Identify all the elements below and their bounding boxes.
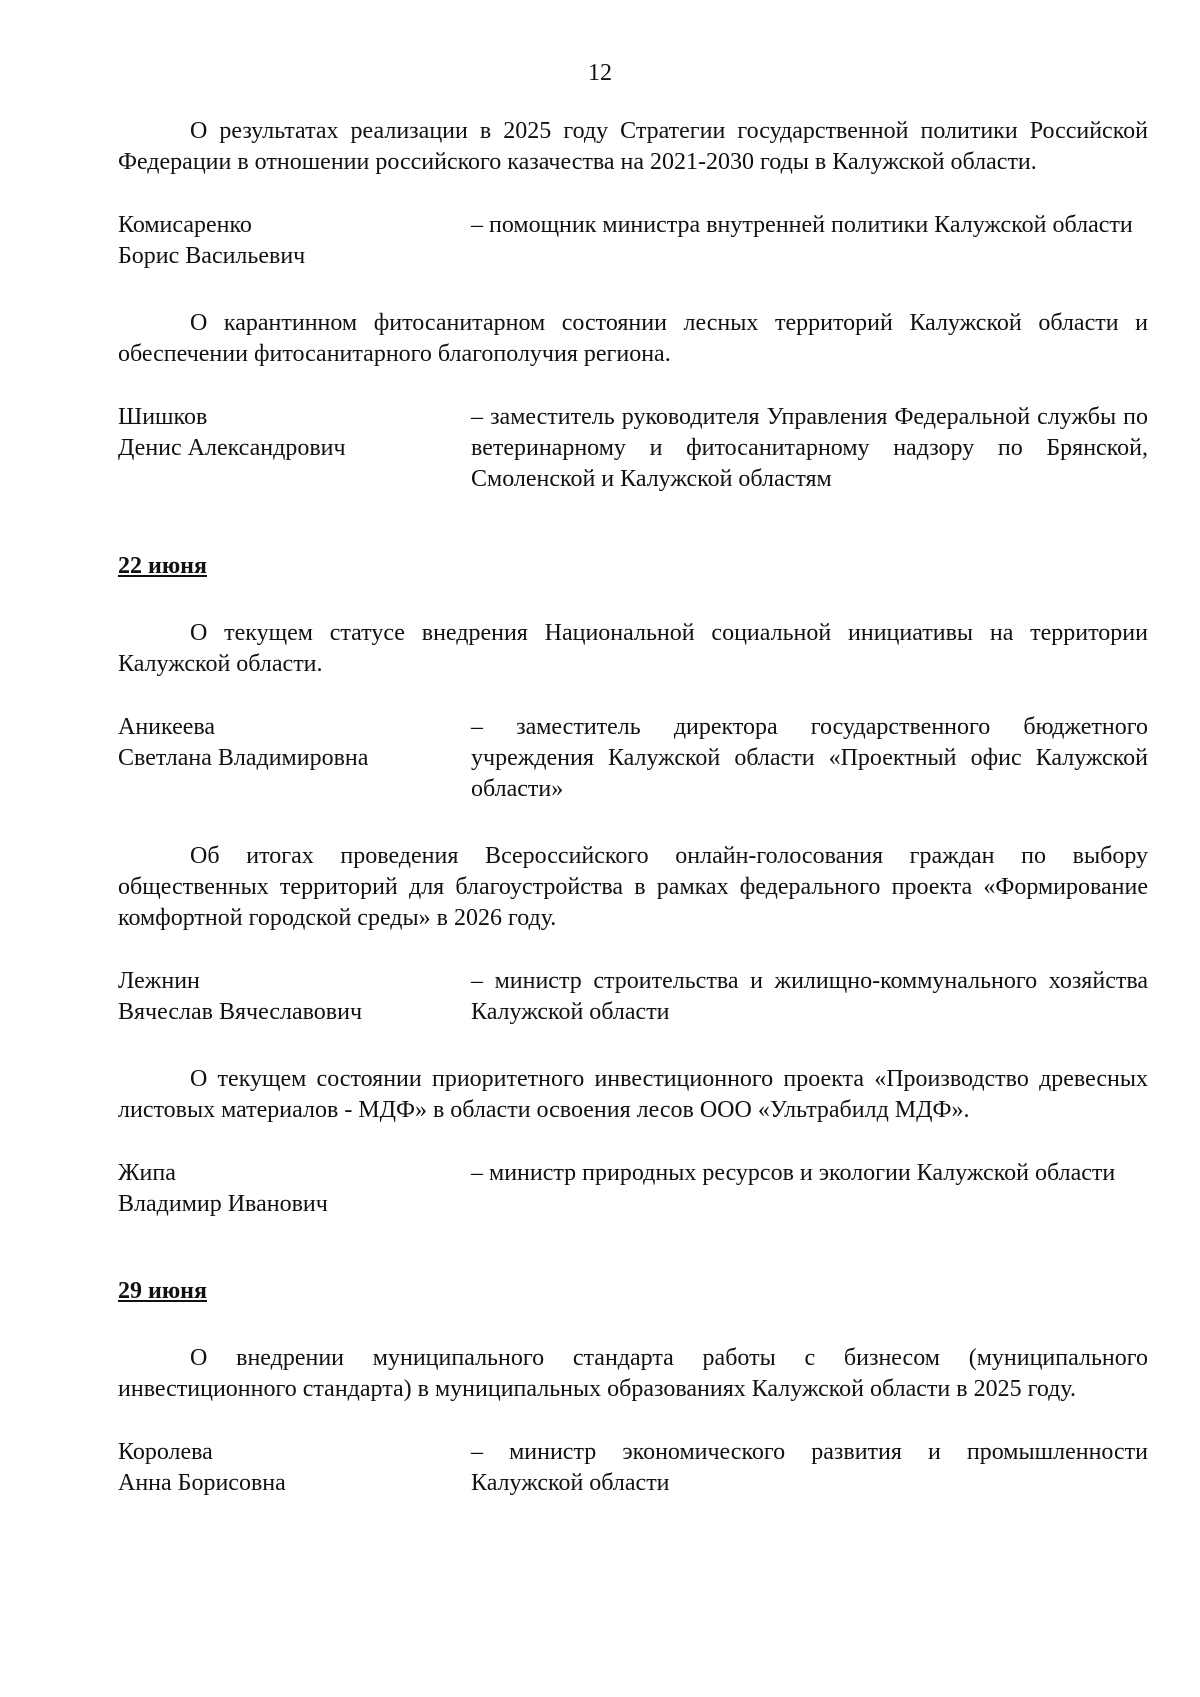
agenda-topic: О карантинном фитосанитарном состоянии лесных территорий Калужской области и обеспечении фитосанитарного благополучия региона. [118, 310, 1148, 367]
speaker-given-names: Борис Васильевич [118, 243, 306, 269]
speaker-row [118, 1158, 1148, 1220]
speaker-role: – заместитель директора государственного бюджетного учреждения Калужской области «Проектный офис Калужской области» [471, 714, 1148, 802]
speaker-name [118, 210, 471, 272]
agenda-item [118, 1064, 1148, 1220]
speaker-role: – заместитель руководителя Управления Федеральной службы по ветеринарному и фитосанитарному надзору по Брянской, Смоленской и Калужской областям [471, 404, 1148, 492]
agenda-topic: О внедрении муниципального стандарта работы с бизнесом (муниципального инвестиционного стандарта) в муниципальных образованиях Калужской области в 2025 году. [118, 1345, 1148, 1402]
speaker-surname: Шишков [118, 404, 208, 430]
speaker-role: – помощник министра внутренней политики Калужской области [471, 212, 1133, 238]
speaker-name [118, 402, 471, 495]
speaker-given-names: Анна Борисовна [118, 1470, 286, 1496]
speaker-role: – министр экономического развития и промышленности Калужской области [471, 1439, 1148, 1496]
agenda-topic: Об итогах проведения Всероссийского онлайн-голосования граждан по выбору общественных территорий для благоустройства в рамках федерального проекта «Формирование комфортной городской среды» в 2026 году. [118, 843, 1148, 931]
speaker-role: – министр природных ресурсов и экологии Калужской области [471, 1160, 1116, 1186]
page-number: 12 [588, 60, 612, 86]
speaker-given-names: Светлана Владимировна [118, 745, 369, 771]
speaker-name [118, 966, 471, 1028]
agenda-topic: О текущем статусе внедрения Национальной социальной инициативы на территории Калужской области. [118, 620, 1148, 677]
speaker-given-names: Денис Александрович [118, 435, 346, 461]
agenda-topic: О текущем состоянии приоритетного инвестиционного проекта «Производство древесных листовых материалов - МДФ» в области освоения лесов ООО «Ультрабилд МДФ». [118, 1066, 1148, 1123]
speaker-row [118, 966, 1148, 1028]
speaker-role: – министр строительства и жилищно-коммунального хозяйства Калужской области [471, 968, 1148, 1025]
speaker-name [118, 1158, 471, 1220]
speaker-given-names: Владимир Иванович [118, 1191, 328, 1217]
speaker-surname: Жипа [118, 1160, 176, 1186]
speaker-surname: Лежнин [118, 968, 200, 994]
agenda-item [118, 841, 1148, 1028]
document-body [118, 116, 1148, 1535]
date-heading: 22 июня [118, 553, 207, 579]
speaker-row [118, 210, 1148, 272]
speaker-surname: Королева [118, 1439, 213, 1465]
agenda-item [118, 116, 1148, 272]
speaker-name [118, 1437, 471, 1499]
speaker-row [118, 712, 1148, 805]
speaker-row [118, 1437, 1148, 1499]
date-heading: 29 июня [118, 1278, 207, 1304]
agenda-item [118, 618, 1148, 805]
agenda-item [118, 1343, 1148, 1499]
speaker-surname: Комисаренко [118, 212, 252, 238]
speaker-given-names: Вячеслав Вячеславович [118, 999, 363, 1025]
speaker-surname: Аникеева [118, 714, 216, 740]
agenda-topic: О результатах реализации в 2025 году Стратегии государственной политики Российской Федерации в отношении российского казачества на 2021-2030 годы в Калужской области. [118, 118, 1148, 175]
speaker-name [118, 712, 471, 805]
speaker-row [118, 402, 1148, 495]
agenda-item [118, 308, 1148, 495]
